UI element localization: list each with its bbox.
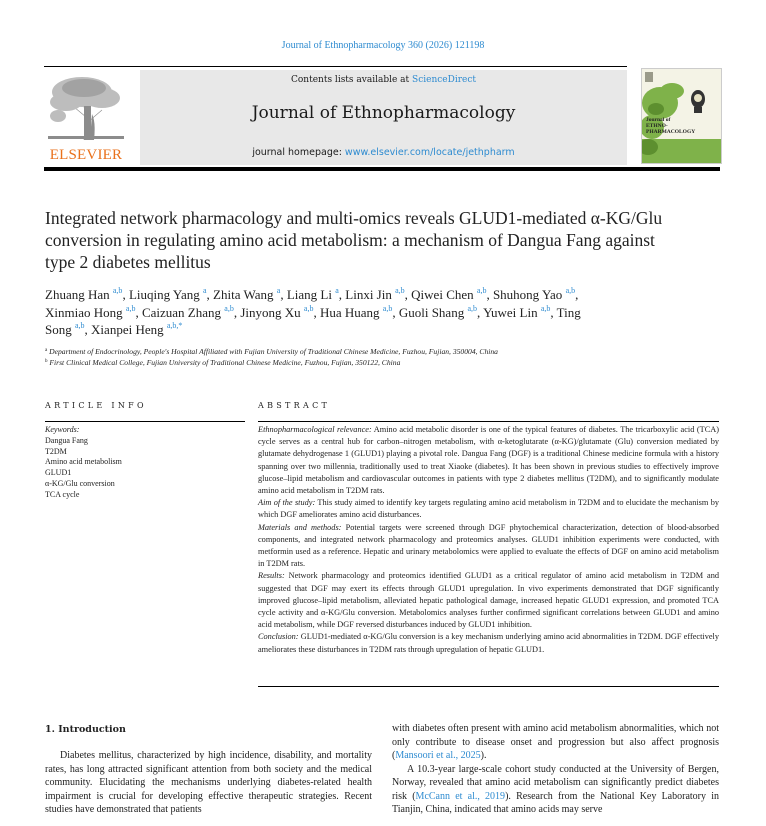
abstract-section-text: Network pharmacology and proteomics identified GLUD1 as a critical regulator of amino acid metabolism in T2DM and suggested that DGF may exert its effects through GLUD1 upregulation. In vivo experiments demonstrated that DGF significantly improved glucose–lipid metabolism, alleviated hepatic pathological damage, increased hepatic GLUD1 expression, and promoted TCA cycle activity and α-KG/Glu conversion. Metabolomics analyses further confirmed significant correlations between GLUD1 and amino acid metabolism, while DGF reversed disturbances induced by GLUD1 inhibition. bbox=[258, 571, 719, 630]
author-affiliation-mark[interactable]: a,b,* bbox=[166, 321, 183, 330]
author-affiliation-mark[interactable]: a,b bbox=[74, 321, 85, 330]
journal-title: Journal of Ethnopharmacology bbox=[251, 103, 516, 123]
article-info-heading: ARTICLE INFO bbox=[45, 401, 147, 410]
affiliation-item bbox=[45, 346, 645, 357]
author-affiliation-mark[interactable]: a,b bbox=[540, 303, 551, 313]
abstract-section-results bbox=[258, 570, 719, 631]
author-name[interactable]: Zhuang Han bbox=[45, 287, 110, 302]
header-bottom-rule bbox=[44, 167, 720, 171]
intro-text: ). Research from the National Key Laboratory in Tianjin, China, indicated that amino acids may serve bbox=[392, 790, 719, 815]
author-name[interactable]: Jinyong Xu bbox=[240, 304, 301, 320]
intro-text: with diabetes often present with amino acid metabolism abnormalities, which not only contribute to disease onset and progression but also affect prognosis ( bbox=[392, 723, 719, 761]
abstract-section-text: Amino acid metabolic disorder is one of the typical features of diabetes. The tricarboxylic acid (TCA) cycle serves as a central hub for carbon–nitrogen metabolism, with α-ketoglutarate (α-KG)/glutamate (Glu) conversion mediated by glutamate dehydrogenase 1 (GLUD1) playing a pivotal role. Dangua Fang (DGF) is a traditional Chinese medicine formula with a history spanning over two millennia, traditionally used to treat Xiaoke (diabetes). It has been shown in previous studies to effectively improve glucose–lipid metabolism and cardiovascular outcomes in patients with type 2 diabetes mellitus (T2DM), and to significantly modulate amino acid metabolism in T2DM rats. bbox=[258, 425, 720, 496]
abstract-section-methods bbox=[258, 522, 719, 571]
author-name[interactable]: Yuwei Lin bbox=[483, 304, 538, 320]
cover-title-line: PHARMACOLOGY bbox=[646, 129, 696, 135]
author-name[interactable]: Xinmiao Hong bbox=[45, 304, 123, 320]
keyword-item: α-KG/Glu conversion bbox=[45, 478, 115, 488]
keyword-item: GLUD1 bbox=[45, 468, 72, 478]
cover-title-line: ETHNO- bbox=[646, 123, 668, 129]
keyword-item: T2DM bbox=[45, 446, 67, 456]
affiliation-mark: a bbox=[45, 348, 48, 353]
journal-citation[interactable]: Journal of Ethnopharmacology 360 (2026) 121198 bbox=[281, 40, 485, 51]
homepage-prefix: journal homepage: bbox=[252, 147, 345, 158]
homepage-link[interactable]: www.elsevier.com/locate/jethpharm bbox=[344, 147, 515, 158]
author-affiliation-mark[interactable]: a,b bbox=[467, 303, 478, 313]
abstract-section-label: Materials and methods: bbox=[258, 522, 342, 532]
affiliation-mark: b bbox=[45, 359, 48, 364]
keyword-item: TCA cycle bbox=[45, 489, 80, 499]
author-name[interactable]: Linxi Jin bbox=[345, 287, 392, 302]
affiliation-text: Department of Endocrinology, People's Hospital Affiliated with Fujian University of Traditional Chinese Medicine, Fuzhou, Fujian, 350004, China bbox=[47, 347, 498, 356]
author-name[interactable]: Shuhong Yao bbox=[492, 287, 563, 302]
cover-title-line: Journal of bbox=[646, 117, 671, 123]
author-name[interactable]: Caizuan Zhang bbox=[141, 304, 222, 320]
abstract-heading: ABSTRACT bbox=[258, 401, 331, 410]
affiliation-text: First Clinical Medical College, Fujian University of Traditional Chinese Medicine, Fuzhou, Fujian, 350122, China bbox=[47, 358, 401, 367]
author-affiliation-mark[interactable]: a,b bbox=[565, 286, 576, 295]
author-name[interactable]: Hua Huang bbox=[319, 304, 380, 320]
article-info-rule bbox=[45, 421, 245, 422]
author-list: Zhuang Han $^{a,b}$, Liuqing Yang $^a$, Zhita Wang $^a$, Liang Li $^a$, Linxi Jin $^{a,b}$, Qiwei Chen $^{a,b}$, Shuhong Yao $^{a,b}$, Xinmiao Hong $^{a,b}$, Caizuan Zhang $^{a,b}$, Jinyong Xu $^{a,b}$, Hua Huang $^{a,b}$, Guoli Shang $^{a,b}$, Yuwei Lin $^{a,b}$, Ting Song $^{a,b}$, Xianpei Heng $^{a,b,*}$ bbox=[45, 286, 581, 337]
author-affiliation-mark[interactable]: a,b bbox=[112, 286, 123, 295]
abstract-section-relevance bbox=[258, 424, 719, 497]
elsevier-tree-icon bbox=[44, 72, 128, 142]
journal-cover-thumbnail[interactable] bbox=[641, 68, 722, 164]
abstract-section-label: Ethnopharmacological relevance: bbox=[258, 425, 372, 434]
abstract-rule bbox=[258, 421, 719, 422]
abstract-section-text: This study aimed to identify key targets regulating amino acid metabolism in T2DM and to elucidate the mechanism by which DGF ameliorates amino acid disturbances. bbox=[258, 498, 719, 520]
contents-line bbox=[140, 75, 627, 85]
reference-link-mccann[interactable]: McCann et al., 2019 bbox=[415, 790, 506, 802]
intro-paragraph bbox=[392, 763, 719, 817]
author-name[interactable]: Zhita Wang bbox=[213, 287, 274, 302]
intro-text: ). bbox=[480, 750, 487, 761]
cover-tree-icon bbox=[642, 69, 721, 163]
affiliation-list bbox=[45, 346, 645, 368]
abstract-section-aim bbox=[258, 497, 719, 521]
affiliation-item bbox=[45, 357, 645, 368]
sciencedirect-link[interactable]: ScienceDirect bbox=[412, 75, 476, 85]
author-affiliation-mark[interactable]: a,b bbox=[125, 303, 136, 313]
abstract-section-label: Aim of the study: bbox=[258, 498, 316, 508]
contents-prefix: Contents lists available at bbox=[291, 75, 413, 85]
header-top-rule bbox=[44, 66, 627, 67]
author-name[interactable]: Qiwei Chen bbox=[411, 287, 474, 302]
author-name[interactable]: Liuqing Yang bbox=[128, 287, 200, 302]
intro-text: A 10.3-year large-scale cohort study conducted at the University of Bergen, Norway, revealed that amino acid metabolism can significantly predict diabetes risk ( bbox=[392, 763, 719, 802]
abstract-section-conclusion bbox=[258, 631, 719, 655]
abstract-body bbox=[258, 424, 719, 656]
author-name[interactable]: Xianpei Heng bbox=[91, 322, 164, 337]
keyword-item: Dangua Fang bbox=[45, 435, 88, 445]
author-name[interactable]: Liang Li bbox=[286, 287, 332, 302]
author-affiliation-mark[interactable]: a,b bbox=[224, 303, 234, 313]
author-affiliation-mark[interactable]: a,b bbox=[476, 286, 487, 295]
introduction-column-left: Diabetes mellitus, characterized by high incidence, disability, and mortality rates, has long attracted significant attention from both society and the medical community. Elucidating the mechanisms underlying diabetes-related health impairment is crucial for developing effective therapeutic strategies. Recent studies have demonstrated that patients bbox=[45, 750, 372, 815]
author-affiliation-mark[interactable]: a,b bbox=[395, 286, 405, 295]
keywords-label: Keywords: bbox=[45, 425, 80, 434]
abstract-section-label: Conclusion: bbox=[258, 632, 299, 642]
keyword-item: Amino acid metabolism bbox=[45, 457, 122, 467]
abstract-bottom-rule bbox=[258, 686, 719, 687]
keywords-block bbox=[45, 425, 245, 501]
abstract-section-text: Potential targets were screened through DGF phytochemical characterization, detection of blood-absorbed components, and integrated network pharmacology and proteomics analyses. GLUD1 inhibition experiments were conducted, with metformin used as a reference. Hepatic and urinary metabolomics were applied to evaluate the effects of DGF on amino acid metabolism in T2DM rats. bbox=[258, 522, 719, 569]
article-title: Integrated network pharmacology and multi-omics reveals GLUD1-mediated α-KG/Glu conversion in regulating amino acid metabolism: a mechanism of Dangua Fang against type 2 diabetes mellitus bbox=[45, 208, 663, 272]
introduction-heading: 1. Introduction bbox=[45, 724, 126, 735]
intro-paragraph bbox=[392, 722, 719, 763]
journal-banner bbox=[140, 70, 627, 165]
cover-title bbox=[646, 117, 695, 135]
elsevier-logo-text: ELSEVIER bbox=[49, 147, 123, 163]
author-affiliation-mark[interactable]: a,b bbox=[303, 303, 314, 313]
author-affiliation-mark[interactable]: a bbox=[335, 286, 339, 295]
author-affiliation-mark[interactable]: a bbox=[202, 286, 207, 295]
author-name[interactable]: Guoli Shang bbox=[398, 304, 465, 320]
introduction-column-right bbox=[392, 722, 719, 817]
abstract-section-text: GLUD1-mediated α-KG/Glu conversion is a key mechanism underlying amino acid abnormalities in T2DM. DGF effectively ameliorates these disturbances in T2DM rats through upregulation of hepatic GLUD1. bbox=[258, 632, 719, 654]
author-affiliation-mark[interactable]: a,b bbox=[382, 303, 393, 313]
elsevier-logo[interactable] bbox=[44, 72, 128, 164]
reference-link-mansoori[interactable]: Mansoori et al., 2025 bbox=[395, 750, 481, 761]
author-affiliation-mark[interactable]: a bbox=[276, 286, 281, 295]
abstract-section-label: Results: bbox=[258, 571, 285, 581]
homepage-line bbox=[140, 147, 627, 158]
author-name[interactable]: Ting Song bbox=[45, 304, 581, 337]
